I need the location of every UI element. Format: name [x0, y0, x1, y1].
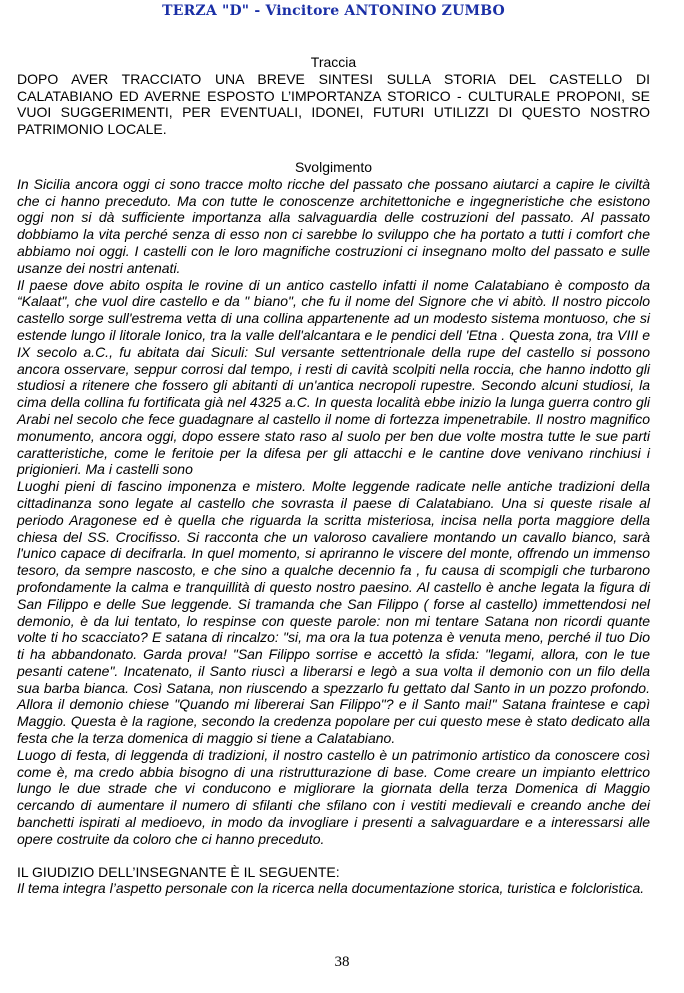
page-title: TERZA "D" - Vincitore ANTONINO ZUMBO — [162, 3, 505, 19]
essay-heading: Svolgimento — [294, 158, 373, 175]
teacher-judgment-heading: IL GIUDIZIO DELL’INSEGNANTE È IL SEGUENTE: — [17, 863, 340, 880]
teacher-judgment-text: Il tema integra l’aspetto personale con la ricerca nella documentazione storica, turistica e folcloristica. — [17, 880, 645, 897]
essay-paragraph: Luogo di festa, di leggenda di tradizioni, il nostro castello è un patrimonio artistico da conoscere così come è, ma credo abbia bisogno di una ristrutturazione di base. Come creare un impianto elettrico lungo le due strade che vi conducono e migliorare la giornata della terza Domenica di Maggio cercando di aumentare il numero di sfilanti che sfilano con i vestiti medievali e creando anche dei banchetti ispirati al medioevo, in modo da invogliare i presenti a salvaguardare e a interessarsi alle opere costruite da coloro che ci hanno preceduto. — [17, 746, 650, 847]
page-number: 38 — [334, 954, 350, 970]
prompt-text: DOPO AVER TRACCIATO UNA BREVE SINTESI SULLA STORIA DEL CASTELLO DI CALATABIANO ED AVERNE ESPOSTO L’IMPORTANZA STORICO - CULTURALE PROPONI, SE VUOI SUGGERIMENTI, PER EVENTUALI, IDONEI, FUTURI UTILIZZI DI QUESTO NOSTRO PATRIMONIO LOCALE. — [17, 70, 650, 138]
essay-body — [17, 176, 650, 848]
essay-paragraph: Luoghi pieni di fascino imponenza e mistero. Molte leggende radicate nelle antiche tradizioni della cittadinanza sono legate al castello che sovrasta il paese di Calatabiano. Una si queste risale al periodo Aragonese ed è quella che riguarda la scritta misteriosa, incisa nella porta maggiore della chiesa del SS. Crocifisso. Si racconta che un valoroso cavaliere montando un cavallo bianco, sarà l'unico capace di decifrarla. In quel momento, si apriranno le viscere del monte, offrendo un immenso tesoro, da sempre nascosto, e che sino a qualche decennio fa , fu causa di scompigli che turbarono profondamente la calma e tranquillità di questo nostro paesino. Al castello è anche legata la figura di San Filippo e delle Sue leggende. Si tramanda che San Filippo ( forse al castello) immettendosi nel demonio, è da lui tentato, lo respinse con queste parole: non mi tentare Satana non ricordi quante volte ti ho scacciato? E satana di rincalzo: "si, ma ora la tua potenza è venuta meno, perché il tuo Dio ti ha abbandonato. Garda prova! "San Filippo sorrise e accettò la sfida: "legami, allora, con le tue pesanti catene". Incatenato, il Santo riuscì a liberarsi e legò a sua volta il demonio con un filo della sua barba bianca. Così Satana, non riuscendo a spezzarlo fu gettato dal Santo in un pozzo profondo. Allora il demonio chiese "Quando mi libererai San Filippo"? e il Santo mai!" Satana fraintese e capì Maggio. Questa è la ragione, secondo la credenza popolare per cui questo mese è stato dedicato alla festa che la terza domenica di maggio si tiene a Calatabiano. — [17, 478, 650, 747]
prompt-heading: Traccia — [310, 54, 357, 70]
essay-paragraph: In Sicilia ancora oggi ci sono tracce molto ricche del passato che possano aiutarci a capire le civiltà che ci hanno preceduto. Ma con tutte le conoscenze architettoniche e ingegneristiche che esistono oggi non si dà sufficiente importanza alla salvaguardia delle costruzioni del passato. Al passato dobbiamo la vita perché senza di esso non ci sarebbe lo sviluppo che ha portato a tutti i comfort che abbiamo noi oggi. I castelli con le loro magnifiche costruzioni ci insegnano molto del passato e sulle usanze dei nostri antenati. — [17, 175, 650, 276]
essay-paragraph: Il paese dove abito ospita le rovine di un antico castello infatti il nome Calatabiano è composto da “Kalaat", che vuol dire castello e da " biano", che fu il nome del Signore che vi abitò. Il nostro piccolo castello sorge sull'estrema vetta di una collina appartenente ad un modesto sistema montuoso, che si estende lungo il litorale Ionico, tra la valle dell'alcantara e le pendici dell 'Etna . Questa zona, tra VIII e IX secolo a.C., fu abitata dai Siculi: Sul versante settentrionale della rupe del castello si possono ancora osservare, seppur corrosi dal tempo, i resti di cavità scolpiti nella roccia, che hanno indotto gli studiosi a ritenere che fossero gli abitanti di un'antica necropoli rupestre. Secondo alcuni studiosi, la cima della collina fu fortificata già nel 4325 a.C. In questa località ebbe inizio la lunga guerra contro gli Arabi nel secolo che fece guadagnare al castello il nome di fortezza impenetrabile. Il nostro magnifico monumento, ancora oggi, dopo essere stato raso al suolo per ben due volte mostra tutte le sue parti caratteristiche, come le feritoie per la difesa per gli attacchi e le cantine dove venivano rinchiusi i prigionieri. Ma i castelli sono — [17, 276, 650, 478]
